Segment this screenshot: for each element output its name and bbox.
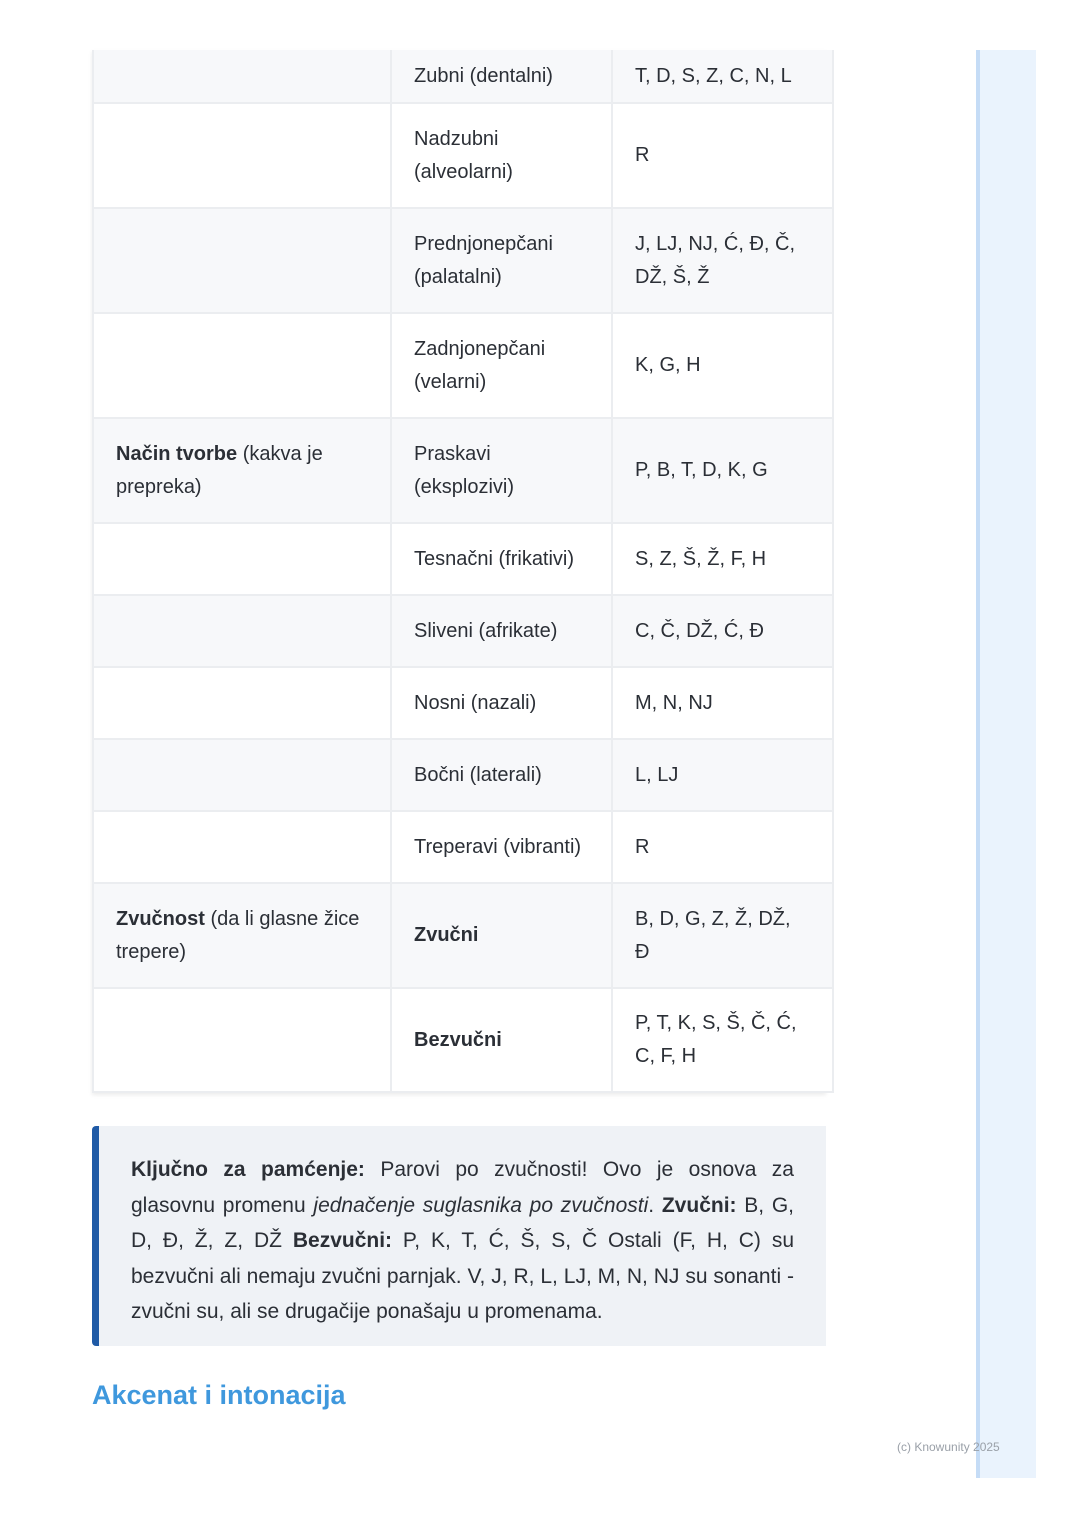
type-cell	[391, 313, 612, 418]
type-cell	[391, 103, 612, 208]
category-cell	[93, 811, 391, 883]
copyright-notice: (c) Knowunity 2025	[897, 1440, 1000, 1454]
type-label: Prednjonepčani (palatalni)	[414, 232, 553, 288]
consonants-cell	[612, 523, 833, 595]
table-row	[93, 883, 833, 988]
table-row	[93, 811, 833, 883]
type-cell	[391, 418, 612, 523]
type-label: Zubni (dentalni)	[414, 64, 553, 87]
consonants-list: M, N, NJ	[635, 691, 713, 714]
table-row	[93, 208, 833, 313]
table-row	[93, 988, 833, 1092]
consonants-list: L, LJ	[635, 763, 679, 786]
type-label: Sliveni (afrikate)	[414, 619, 558, 642]
key-note-callout	[92, 1126, 826, 1346]
type-cell	[391, 739, 612, 811]
consonants-cell	[612, 883, 833, 988]
consonants-cell	[612, 811, 833, 883]
type-label: Nadzubni (alveolarni)	[414, 127, 513, 183]
callout-text-1: Parovi po zvučnosti! Ovo je osnova za glasovnu promenu	[131, 1158, 794, 1217]
category-cell	[93, 883, 391, 988]
category-title: Način tvorbe	[116, 442, 238, 465]
type-cell	[391, 50, 612, 103]
category-description: (da li glasne žice trepere)	[116, 907, 360, 963]
consonants-list: B, D, G, Z, Ž, DŽ, Đ	[635, 907, 791, 963]
consonants-cell	[612, 667, 833, 739]
consonants-list: R	[635, 835, 650, 858]
category-cell	[93, 595, 391, 667]
category-description: (kakva je prepreka)	[116, 442, 323, 498]
consonants-list: S, Z, Š, Ž, F, H	[635, 547, 767, 570]
consonants-cell	[612, 50, 833, 103]
type-label: Zadnjonepčani (velarni)	[414, 337, 546, 393]
consonant-table	[92, 50, 826, 1093]
category-cell	[93, 50, 391, 103]
category-cell	[93, 739, 391, 811]
consonant-table-body	[93, 50, 833, 1092]
table-row	[93, 418, 833, 523]
type-cell	[391, 988, 612, 1092]
type-cell	[391, 883, 612, 988]
category-cell	[93, 208, 391, 313]
table-row	[93, 595, 833, 667]
category-cell	[93, 523, 391, 595]
type-cell	[391, 667, 612, 739]
callout-voiceless-label: Bezvučni:	[292, 1229, 393, 1252]
type-label: Bočni (laterali)	[414, 763, 542, 786]
type-label: Praskavi (eksplozivi)	[414, 442, 515, 498]
callout-voiceless-text: P, K, T, Ć, Š, S, Č Ostali (F, H, C) su bezvučni ali nemaju zvučni parnjak. V, J, R, L, LJ, M, N, NJ su sonanti - zvučni su, ali se drugačije ponašaju u promenama.	[131, 1229, 794, 1323]
consonants-list: R	[635, 144, 650, 166]
callout-italic-term: jednačenje suglasnika po zvučnosti	[313, 1193, 649, 1217]
category-cell	[93, 313, 391, 418]
consonants-cell	[612, 595, 833, 667]
type-cell	[391, 595, 612, 667]
type-label: Nosni (nazali)	[414, 691, 537, 714]
category-cell	[93, 667, 391, 739]
section-heading: Akcenat i intonacija	[92, 1380, 346, 1410]
consonants-cell	[612, 739, 833, 811]
type-cell	[391, 811, 612, 883]
consonants-cell	[612, 103, 833, 208]
table-row	[93, 523, 833, 595]
table-row	[93, 313, 833, 418]
table-row	[93, 50, 833, 103]
type-cell	[391, 208, 612, 313]
type-cell	[391, 523, 612, 595]
consonants-cell	[612, 988, 833, 1092]
right-sidebar-panel	[976, 50, 1036, 1478]
consonants-list: P, B, T, D, K, G	[635, 459, 768, 481]
table-row	[93, 667, 833, 739]
consonants-cell	[612, 418, 833, 523]
category-cell	[93, 988, 391, 1092]
callout-text-2: .	[648, 1193, 662, 1217]
category-title: Zvučnost	[116, 907, 205, 930]
consonants-cell	[612, 208, 833, 313]
consonants-list: K, G, H	[635, 354, 701, 376]
consonants-list: J, LJ, NJ, Ć, Đ, Č, DŽ, Š, Ž	[635, 232, 796, 288]
category-cell	[93, 103, 391, 208]
consonants-cell	[612, 313, 833, 418]
type-label: Tesnačni (frikativi)	[414, 547, 575, 570]
type-label: Zvučni	[414, 924, 479, 946]
category-cell	[93, 418, 391, 523]
type-label: Treperavi (vibranti)	[414, 835, 582, 858]
callout-voiced-label: Zvučni:	[661, 1193, 737, 1217]
table-row	[93, 739, 833, 811]
consonants-list: C, Č, DŽ, Ć, Đ	[635, 619, 764, 642]
callout-voiced-list: B, G, D, Đ, Ž, Z, DŽ	[131, 1193, 794, 1252]
table-row	[93, 103, 833, 208]
consonants-list: P, T, K, S, Š, Č, Ć, C, F, H	[635, 1012, 797, 1067]
consonants-list: T, D, S, Z, C, N, L	[635, 64, 792, 87]
callout-label: Ključno za pamćenje:	[131, 1158, 365, 1181]
type-label: Bezvučni	[414, 1028, 502, 1051]
